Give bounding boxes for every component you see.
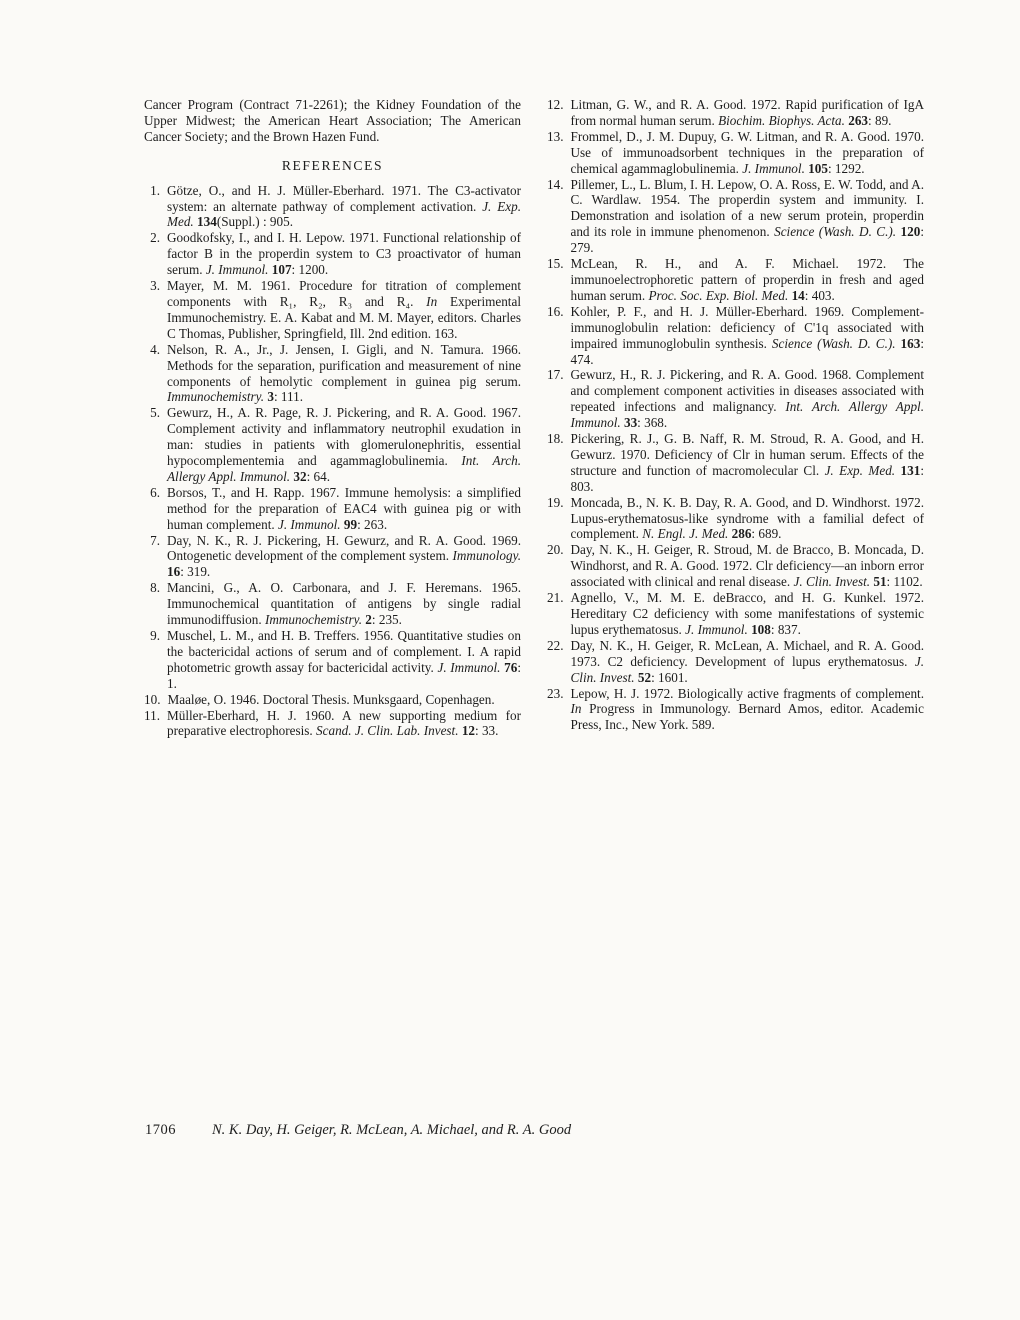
reference-item	[547, 304, 924, 368]
reference-item	[144, 183, 521, 231]
reference-item	[144, 342, 521, 406]
reference-text: Day, N. K., H. Geiger, R. McLean, A. Michael, and R. A. Good. 1973. C2 deficiency. Development of lupus erythematosus. J. Clin. Invest. 52: 1601.	[570, 637, 924, 685]
reference-item	[547, 256, 924, 304]
reference-number: 12.	[547, 97, 564, 112]
references-heading: REFERENCES	[281, 157, 384, 173]
reference-number: 17.	[547, 367, 564, 383]
reference-text: Mancini, G., A. O. Carbonara, and J. F. Heremans. 1965. Immunochemical quantitation of antigens by single radial immunodiffusion. Immunochemistry. 2: 235.	[167, 580, 521, 628]
reference-number: 19.	[547, 494, 564, 510]
reference-text: Gewurz, H., A. R. Page, R. J. Pickering, and R. A. Good. 1967. Complement activity and inflammatory neutrophil exudation in man: studies in patients with glomerulonephritis, essential hypocomplementemia and agammaglobulinemia. Int. Arch. Allergy Appl. Immunol. 32: 64.	[167, 405, 521, 484]
reference-text: Moncada, B., N. K. B. Day, R. A. Good, and D. Windhorst. 1972. Lupus-erythematosus-like syndrome with a familial defect of complement. N. Engl. J. Med. 286: 689.	[570, 494, 924, 542]
reference-number: 10.	[144, 691, 161, 707]
page-content	[144, 97, 924, 739]
reference-text: Nelson, R. A., Jr., J. Jensen, I. Gigli, and N. Tamura. 1966. Methods for the separation, purification and measurement of nine components of hemolytic complement in guinea pig serum. Immunochemistry. 3: 111.	[167, 341, 521, 405]
page-number: 1706	[145, 1122, 176, 1138]
reference-text: Litman, G. W., and R. A. Good. 1972. Rapid purification of IgA from normal human serum. Biochim. Biophys. Acta. 263: 89.	[570, 97, 924, 128]
reference-text: Mayer, M. M. 1961. Procedure for titration of complement components with R₁, R₂, R₃ and R₄. In Experimental Immunochemistry. E. A. Kabat and M. M. Mayer, editors. Charles C Thomas, Publisher, Springfield, Ill. 2nd edition. 163.	[167, 278, 521, 341]
reference-number: 4.	[150, 341, 160, 357]
reference-text: Muschel, L. M., and H. B. Treffers. 1956. Quantitative studies on the bactericidal actions of serum and of complement. I. A rapid photometric growth assay for bactericidal activity. J. Immunol. 76: 1.	[167, 628, 521, 691]
reference-list-right	[547, 97, 924, 733]
reference-text: Lepow, H. J. 1972. Biologically active fragments of complement. In Progress in Immunology. Bernard Amos, editor. Academic Press, Inc., New York. 589.	[570, 685, 924, 733]
reference-number: 23.	[547, 685, 564, 701]
reference-number: 8.	[150, 580, 160, 596]
reference-text: Maaløe, O. 1946. Doctoral Thesis. Munksgaard, Copenhagen.	[167, 691, 495, 707]
reference-number: 2.	[150, 230, 160, 246]
reference-text: Borsos, T., and H. Rapp. 1967. Immune hemolysis: a simplified method for the preparation of EAC4 with guinea pig or with human complement. J. Immunol. 99: 263.	[167, 484, 521, 532]
reference-item	[547, 431, 924, 495]
reference-text: Kohler, P. F., and H. J. Müller-Eberhard. 1969. Complement-immunoglobulin relation: deficiency of C'1q associated with impaired immunoglobulin synthesis. Science (Wash. D. C.). 163: 474.	[570, 303, 924, 367]
reference-item	[547, 638, 924, 686]
reference-text: Müller-Eberhard, H. J. 1960. A new supporting medium for preparative electrophoresis. Scand. J. Clin. Lab. Invest. 12: 33.	[167, 707, 521, 739]
reference-text: Agnello, V., M. M. E. deBracco, and H. G. Kunkel. 1972. Hereditary C2 deficiency with some manifestations of systemic lupus erythematosus. J. Immunol. 108: 837.	[570, 590, 924, 637]
reference-number: 20.	[547, 542, 564, 558]
reference-text: Pickering, R. J., G. B. Naff, R. M. Stroud, R. A. Good, and H. Gewurz. 1970. Deficiency of Clr in human serum. Effects of the structure and function of macromolecular Cl. J. Exp. Med. 131: 803.	[570, 431, 924, 494]
reference-item	[547, 129, 924, 177]
reference-number: 3.	[150, 278, 160, 294]
reference-item	[144, 230, 521, 278]
reference-item	[144, 580, 521, 628]
reference-item	[547, 367, 924, 431]
reference-number: 1.	[150, 182, 160, 198]
reference-item	[547, 590, 924, 638]
reference-text: Day, N. K., H. Geiger, R. Stroud, M. de Bracco, B. Moncada, D. Windhorst, and R. A. Good. 1972. Clr deficiency—an inborn error associated with clinical and renal disease. J. Clin. Invest. 51: 1102.	[570, 542, 924, 590]
right-column	[547, 97, 924, 739]
reference-number: 5.	[150, 405, 160, 421]
reference-item	[144, 485, 521, 533]
page-footer	[145, 1122, 571, 1139]
reference-item	[547, 495, 924, 543]
reference-number: 22.	[547, 637, 564, 653]
reference-number: 21.	[547, 590, 564, 606]
acknowledgment-text: Cancer Program (Contract 71-2261); the Kidney Foundation of the Upper Midwest; the American Heart Association; The American Cancer Society; and the Brown Hazen Fund.	[144, 97, 521, 144]
reference-text: Goodkofsky, I., and I. H. Lepow. 1971. Functional relationship of factor B in the properdin system to C3 proactivator of human serum. J. Immunol. 107: 1200.	[167, 230, 521, 278]
reference-text: McLean, R. H., and A. F. Michael. 1972. The immunoelectrophoretic pattern of properdin in fresh and aged human serum. Proc. Soc. Exp. Biol. Med. 14: 403.	[570, 256, 924, 303]
left-column	[144, 97, 521, 739]
reference-number: 9.	[150, 628, 160, 643]
reference-number: 18.	[547, 431, 564, 447]
reference-number: 15.	[547, 256, 564, 272]
reference-item	[144, 692, 521, 708]
reference-item	[144, 278, 521, 342]
reference-number: 13.	[547, 128, 564, 144]
reference-text: Frommel, D., J. M. Dupuy, G. W. Litman, and R. A. Good. 1970. Use of immunoadsorbent techniques in the preparation of chemical agammaglobulinemia. J. Immunol. 105: 1292.	[570, 128, 924, 176]
reference-item	[144, 405, 521, 485]
reference-item	[547, 542, 924, 590]
running-title: N. K. Day, H. Geiger, R. McLean, A. Michael, and R. A. Good	[212, 1122, 572, 1138]
two-column-layout	[144, 97, 924, 739]
reference-list-left	[144, 183, 521, 740]
reference-text: Pillemer, L., L. Blum, I. H. Lepow, O. A. Ross, E. W. Todd, and A. C. Wardlaw. 1954. The properdin system and immunity. I. Demonstration and isolation of a new serum protein, properdin and its role in immune phenomenon. Science (Wash. D. C.). 120: 279.	[570, 176, 924, 256]
reference-number: 14.	[547, 176, 564, 192]
reference-number: 7.	[150, 532, 160, 548]
reference-item	[547, 177, 924, 257]
reference-number: 16.	[547, 303, 564, 319]
reference-item	[547, 97, 924, 129]
reference-text: Götze, O., and H. J. Müller-Eberhard. 1971. The C3-activator system: an alternate pathway of complement activation. J. Exp. Med. 134(Suppl.) : 905.	[167, 182, 521, 230]
reference-item	[547, 686, 924, 734]
reference-item	[144, 708, 521, 740]
reference-text: Gewurz, H., R. J. Pickering, and R. A. Good. 1968. Complement and complement component activities in diseases associated with repeated infections and malignancy. Int. Arch. Allergy Appl. Immunol. 33: 368.	[570, 367, 924, 431]
reference-text: Day, N. K., R. J. Pickering, H. Gewurz, and R. A. Good. 1969. Ontogenetic development of the complement system. Immunology. 16: 319.	[167, 532, 521, 580]
reference-item	[144, 533, 521, 581]
reference-number: 11.	[144, 707, 160, 723]
reference-number: 6.	[150, 484, 160, 500]
reference-item	[144, 628, 521, 692]
